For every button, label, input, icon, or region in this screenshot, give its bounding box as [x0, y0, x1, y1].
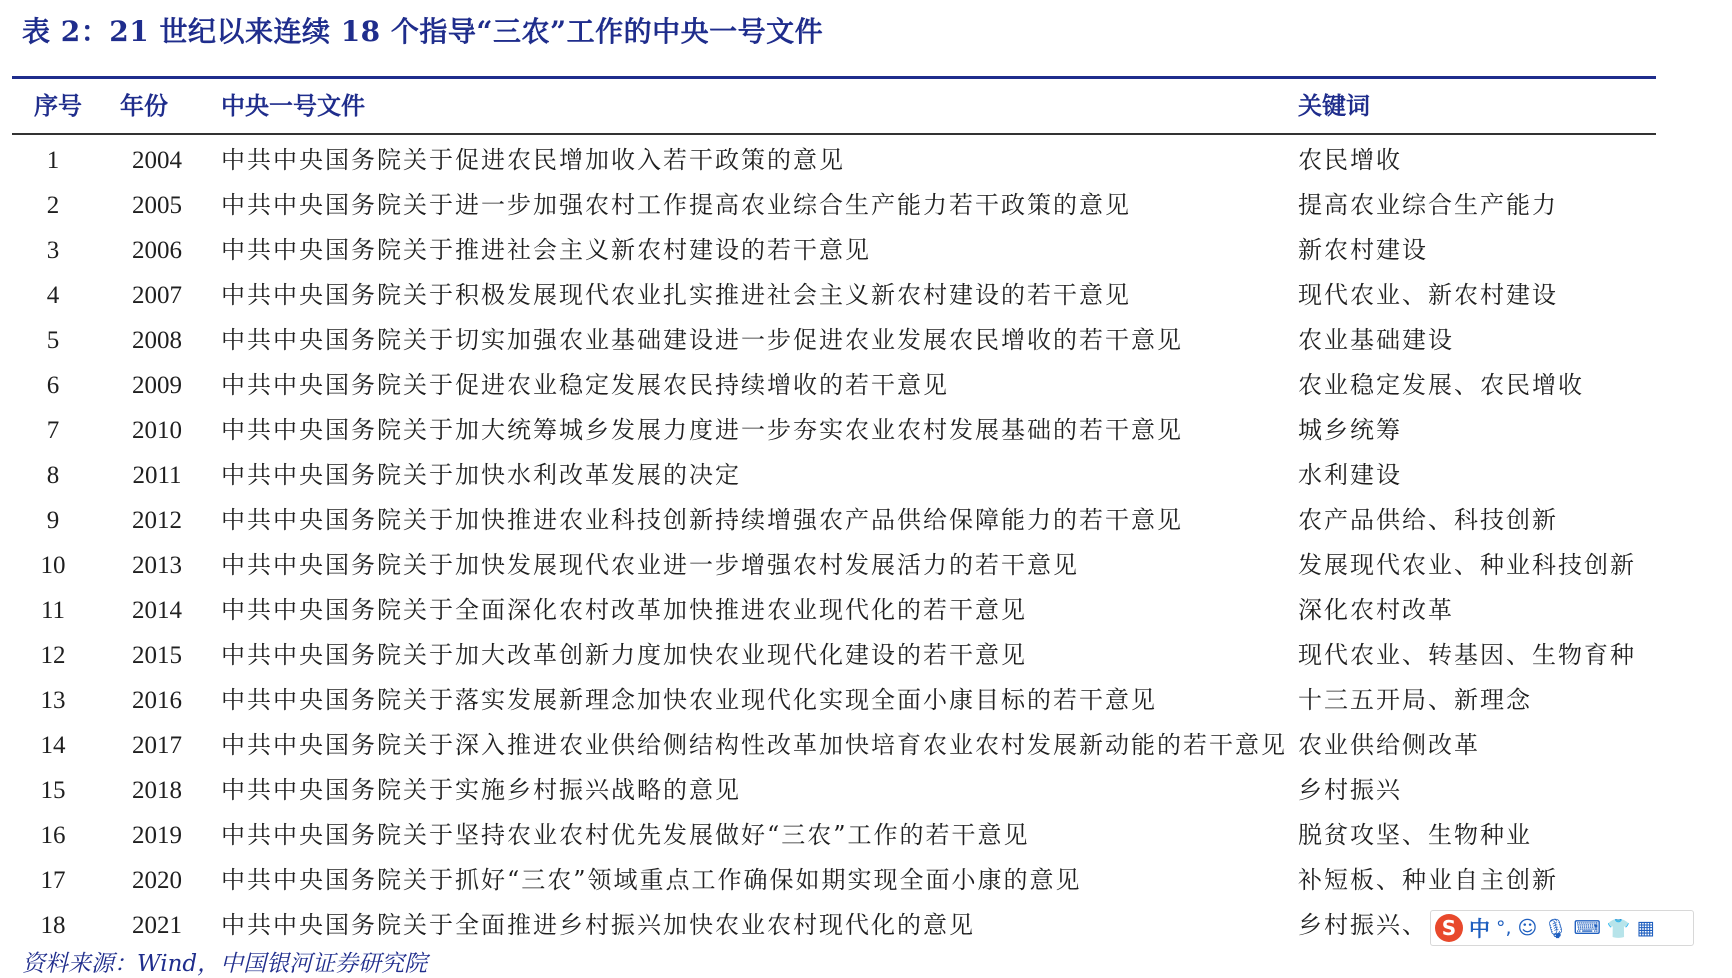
row-document: 中共中央国务院关于加大改革创新力度加快农业现代化建设的若干意见	[221, 641, 1027, 669]
row-year: 2018	[132, 777, 182, 804]
row-year: 2016	[132, 687, 182, 714]
table-row	[12, 813, 1656, 858]
table-row	[12, 138, 1656, 183]
row-document: 中共中央国务院关于加快推进农业科技创新持续增强农产品供给保障能力的若干意见	[221, 506, 1183, 534]
row-document: 中共中央国务院关于加快水利改革发展的决定	[221, 461, 741, 489]
table-row	[12, 408, 1656, 453]
row-document: 中共中央国务院关于实施乡村振兴战略的意见	[221, 776, 741, 804]
row-year: 2019	[132, 822, 182, 849]
row-index: 2	[46, 192, 60, 219]
row-document: 中共中央国务院关于推进社会主义新农村建设的若干意见	[221, 236, 871, 264]
row-index: 7	[46, 417, 60, 444]
row-index: 3	[46, 237, 60, 264]
row-year: 2015	[132, 642, 182, 669]
table-row	[12, 318, 1656, 363]
row-index: 11	[40, 597, 66, 624]
row-index: 12	[40, 642, 66, 669]
row-document: 中共中央国务院关于全面深化农村改革加快推进农业现代化的若干意见	[221, 596, 1027, 624]
row-keywords: 脱贫攻坚、生物种业	[1298, 821, 1532, 849]
table-row	[12, 453, 1656, 498]
row-keywords: 农民增收	[1298, 146, 1402, 174]
table-row	[12, 768, 1656, 813]
row-year: 2008	[132, 327, 182, 354]
shirt-icon[interactable]: 👕	[1606, 917, 1631, 940]
header-index: 序号	[34, 92, 82, 120]
row-keywords: 乡村振兴	[1298, 776, 1402, 804]
row-year: 2017	[132, 732, 182, 759]
row-keywords: 农业供给侧改革	[1298, 731, 1480, 759]
row-keywords: 现代农业、新农村建设	[1298, 281, 1558, 309]
row-index: 6	[46, 372, 60, 399]
row-year: 2004	[132, 147, 182, 174]
row-year: 2020	[132, 867, 182, 894]
row-keywords: 农业稳定发展、农民增收	[1298, 371, 1584, 399]
table-row	[12, 363, 1656, 408]
row-index: 17	[40, 867, 66, 894]
microphone-icon[interactable]: 🎙	[1543, 917, 1568, 940]
row-keywords: 乡村振兴、	[1298, 911, 1428, 939]
table-row	[12, 723, 1656, 768]
table-row	[12, 588, 1656, 633]
source-note: 资料来源：Wind，中国银河证券研究院	[22, 951, 428, 977]
row-index: 1	[46, 147, 60, 174]
row-document: 中共中央国务院关于抓好“三农”领域重点工作确保如期实现全面小康的意见	[221, 866, 1082, 894]
row-keywords: 水利建设	[1298, 461, 1402, 489]
table-row	[12, 903, 1656, 948]
smiley-icon[interactable]: ☺	[1517, 917, 1538, 939]
row-index: 16	[40, 822, 66, 849]
grid-icon[interactable]: ▦	[1636, 917, 1655, 939]
table-row	[12, 543, 1656, 588]
row-document: 中共中央国务院关于促进农民增加收入若干政策的意见	[221, 146, 845, 174]
ime-punctuation-toggle[interactable]: °,	[1496, 917, 1512, 939]
row-keywords: 补短板、种业自主创新	[1298, 866, 1558, 894]
row-index: 14	[40, 732, 66, 759]
row-document: 中共中央国务院关于促进农业稳定发展农民持续增收的若干意见	[221, 371, 949, 399]
header-document: 中央一号文件	[221, 92, 365, 120]
table-row	[12, 633, 1656, 678]
row-document: 中共中央国务院关于加快发展现代农业进一步增强农村发展活力的若干意见	[221, 551, 1079, 579]
row-document: 中共中央国务院关于加大统筹城乡发展力度进一步夯实农业农村发展基础的若干意见	[221, 416, 1183, 444]
row-index: 9	[46, 507, 60, 534]
row-document: 中共中央国务院关于全面推进乡村振兴加快农业农村现代化的意见	[221, 911, 975, 939]
table-row	[12, 498, 1656, 543]
row-index: 15	[40, 777, 66, 804]
keyboard-icon[interactable]: ⌨	[1573, 917, 1601, 939]
table-body	[12, 138, 1656, 948]
row-keywords: 农业基础建设	[1298, 326, 1454, 354]
row-keywords: 城乡统筹	[1298, 416, 1402, 444]
row-year: 2009	[132, 372, 182, 399]
row-year: 2012	[132, 507, 182, 534]
header-year: 年份	[120, 92, 168, 120]
table-header-rule	[12, 133, 1656, 135]
row-document: 中共中央国务院关于深入推进农业供给侧结构性改革加快培育农业农村发展新动能的若干意见	[221, 731, 1287, 759]
table-row	[12, 183, 1656, 228]
row-index: 5	[46, 327, 60, 354]
table-row	[12, 678, 1656, 723]
row-keywords: 提高农业综合生产能力	[1298, 191, 1558, 219]
row-keywords: 深化农村改革	[1298, 596, 1454, 624]
row-year: 2010	[132, 417, 182, 444]
ime-toolbar[interactable]	[1430, 910, 1694, 946]
row-keywords: 新农村建设	[1298, 236, 1428, 264]
row-document: 中共中央国务院关于坚持农业农村优先发展做好“三农”工作的若干意见	[221, 821, 1030, 849]
header-keywords: 关键词	[1298, 92, 1370, 120]
row-keywords: 现代农业、转基因、生物育种	[1298, 641, 1636, 669]
row-year: 2006	[132, 237, 182, 264]
table-title: 表 2：21 世纪以来连续 18 个指导“三农”工作的中央一号文件	[22, 15, 824, 48]
row-year: 2007	[132, 282, 182, 309]
table-header-row	[12, 80, 1656, 132]
row-index: 10	[40, 552, 66, 579]
table-top-rule	[12, 76, 1656, 79]
row-document: 中共中央国务院关于进一步加强农村工作提高农业综合生产能力若干政策的意见	[221, 191, 1131, 219]
row-year: 2013	[132, 552, 182, 579]
ime-logo-icon[interactable]: S	[1435, 914, 1463, 942]
row-keywords: 发展现代农业、种业科技创新	[1298, 551, 1636, 579]
row-year: 2014	[132, 597, 182, 624]
row-index: 4	[46, 282, 60, 309]
row-year: 2011	[132, 462, 182, 489]
ime-language-toggle[interactable]: 中	[1469, 917, 1490, 941]
row-index: 13	[40, 687, 66, 714]
row-keywords: 十三五开局、新理念	[1298, 686, 1532, 714]
row-index: 8	[46, 462, 60, 489]
row-keywords: 农产品供给、科技创新	[1298, 506, 1558, 534]
table-row	[12, 273, 1656, 318]
row-year: 2021	[132, 912, 182, 939]
row-document: 中共中央国务院关于积极发展现代农业扎实推进社会主义新农村建设的若干意见	[221, 281, 1131, 309]
table-row	[12, 858, 1656, 903]
row-document: 中共中央国务院关于切实加强农业基础建设进一步促进农业发展农民增收的若干意见	[221, 326, 1183, 354]
row-document: 中共中央国务院关于落实发展新理念加快农业现代化实现全面小康目标的若干意见	[221, 686, 1157, 714]
row-year: 2005	[132, 192, 182, 219]
table-row	[12, 228, 1656, 273]
row-index: 18	[40, 912, 66, 939]
